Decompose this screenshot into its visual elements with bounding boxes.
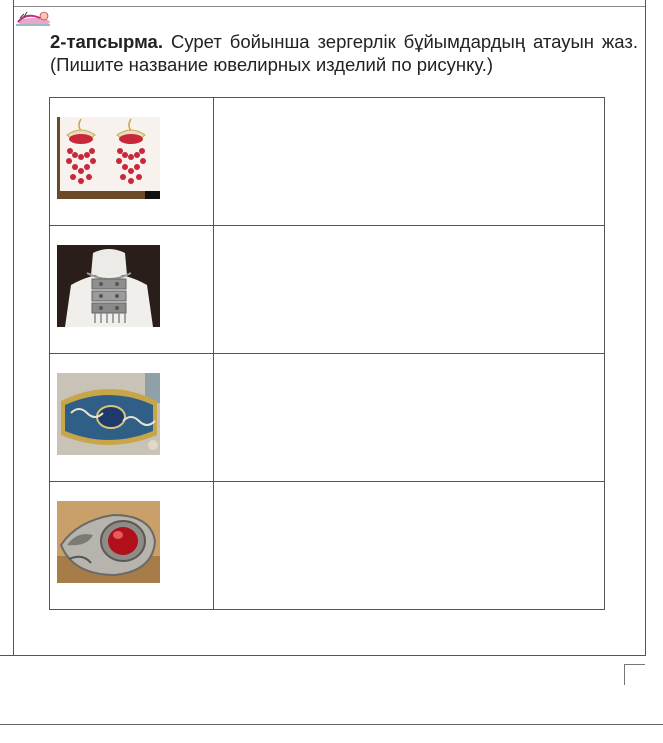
table-row	[50, 98, 605, 226]
necklace-image	[57, 245, 160, 327]
answer-table	[49, 97, 605, 610]
image-cell	[50, 226, 214, 354]
answer-cell[interactable]	[214, 482, 605, 610]
image-cell	[50, 354, 214, 482]
answer-cell[interactable]	[214, 226, 605, 354]
ring-image	[57, 501, 160, 583]
page-divider	[0, 724, 663, 725]
bracelet-icon	[57, 373, 160, 455]
table-row	[50, 226, 605, 354]
earrings-image	[57, 117, 160, 199]
task-text: Сурет бойынша зергерлік бұйымдардың атауын жаз. (Пишите название ювелирных изделий по рисунку.)	[50, 31, 639, 75]
image-cell	[50, 482, 214, 610]
table-row	[50, 354, 605, 482]
ring-icon	[57, 501, 160, 583]
task-instruction	[50, 30, 638, 76]
corner-mark	[624, 664, 645, 685]
page-border-left	[13, 0, 14, 656]
mascot-icon	[14, 8, 54, 28]
page-border-right	[645, 0, 646, 656]
table-row	[50, 482, 605, 610]
page-border-bottom	[0, 655, 646, 656]
task-number: 2-тапсырма.	[50, 31, 163, 52]
image-cell	[50, 98, 214, 226]
page-border-top	[13, 6, 646, 7]
necklace-icon	[57, 245, 160, 327]
earrings-icon	[57, 117, 160, 199]
answer-cell[interactable]	[214, 98, 605, 226]
answer-cell[interactable]	[214, 354, 605, 482]
bracelet-image	[57, 373, 160, 455]
